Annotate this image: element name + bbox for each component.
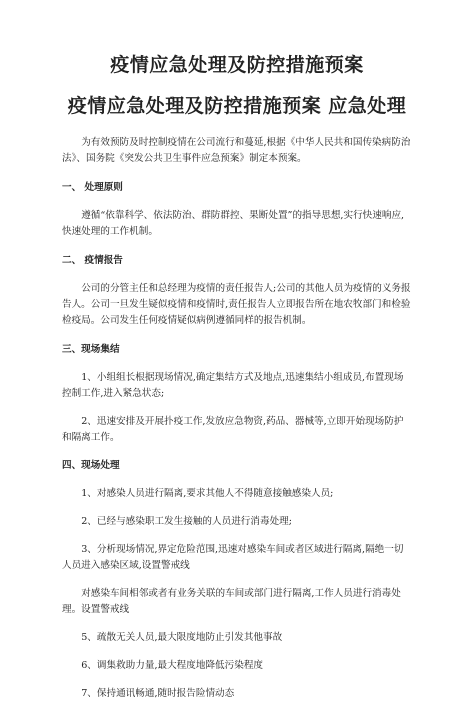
section-heading: 二、 疫情报告 — [62, 255, 123, 266]
list-item: 1、对感染人员进行隔离,要求其他人不得随意接触感染人员; — [81, 488, 334, 499]
list-item: 2、已经与感染职工发生接触的人员进行消毒处理; — [81, 516, 292, 527]
document-subtitle: 疫情应急处理及防控措施预案 应急处理 — [67, 95, 407, 117]
list-item: 6、调集救助力量,最大程度地降低污染程度 — [81, 660, 264, 671]
section-paragraph: 遵循“依靠科学、依法防治、群防群控、果断处置”的指导思想,实行快速响应,快速处理的工作机制。 — [62, 210, 405, 237]
list-item: 2、迅速安排及开展扑疫工作,发放应急物资,药品、器械等,立即开始现场防护和隔离工作。 — [62, 416, 404, 443]
intro-paragraph: 为有效预防及时控制疫情在公司流行和蔓延,根据《中华人民共和国传染病防治法》、国务院《突发公共卫生事件应急预案》制定本预案。 — [62, 137, 411, 164]
section-paragraph: 公司的分管主任和总经理为疫情的责任报告人;公司的其他人员为疫情的义务报告人。公司一旦发生疑似疫情和疫情时,责任报告人立即报告所在地农牧部门和检验检疫局。公司发生任何疫情疑似病例遵循同样的报告机制。 — [62, 283, 411, 326]
list-item: 7、保持通讯畅通,随时报告险情动态 — [81, 688, 235, 699]
section-heading: 三、现场集结 — [62, 344, 120, 355]
section-principles — [62, 180, 412, 240]
list-item: 5、疏散无关人员,最大限度地防止引发其他事故 — [81, 632, 283, 643]
list-item: 1、小组组长根据现场情况,确定集结方式及地点,迅速集结小组成员,布置现场控制工作,进入紧急状态; — [62, 372, 404, 399]
section-handling — [62, 458, 412, 702]
section-heading: 四、现场处理 — [62, 460, 120, 471]
section-heading: 一、 处理原则 — [62, 182, 123, 193]
section-report — [62, 253, 412, 329]
section-assembly — [62, 342, 412, 446]
list-item: 3、分析现场情况,界定危险范围,迅速对感染车间或者区域进行隔离,隔绝一切人员进入感染区域,设置警戒线 — [62, 544, 404, 571]
document-title: 疫情应急处理及防控措施预案 — [110, 54, 364, 76]
list-item: 对感染车间相邻或者有业务关联的车间或部门进行隔离,工作人员进行消毒处理。设置警戒线 — [62, 588, 401, 615]
